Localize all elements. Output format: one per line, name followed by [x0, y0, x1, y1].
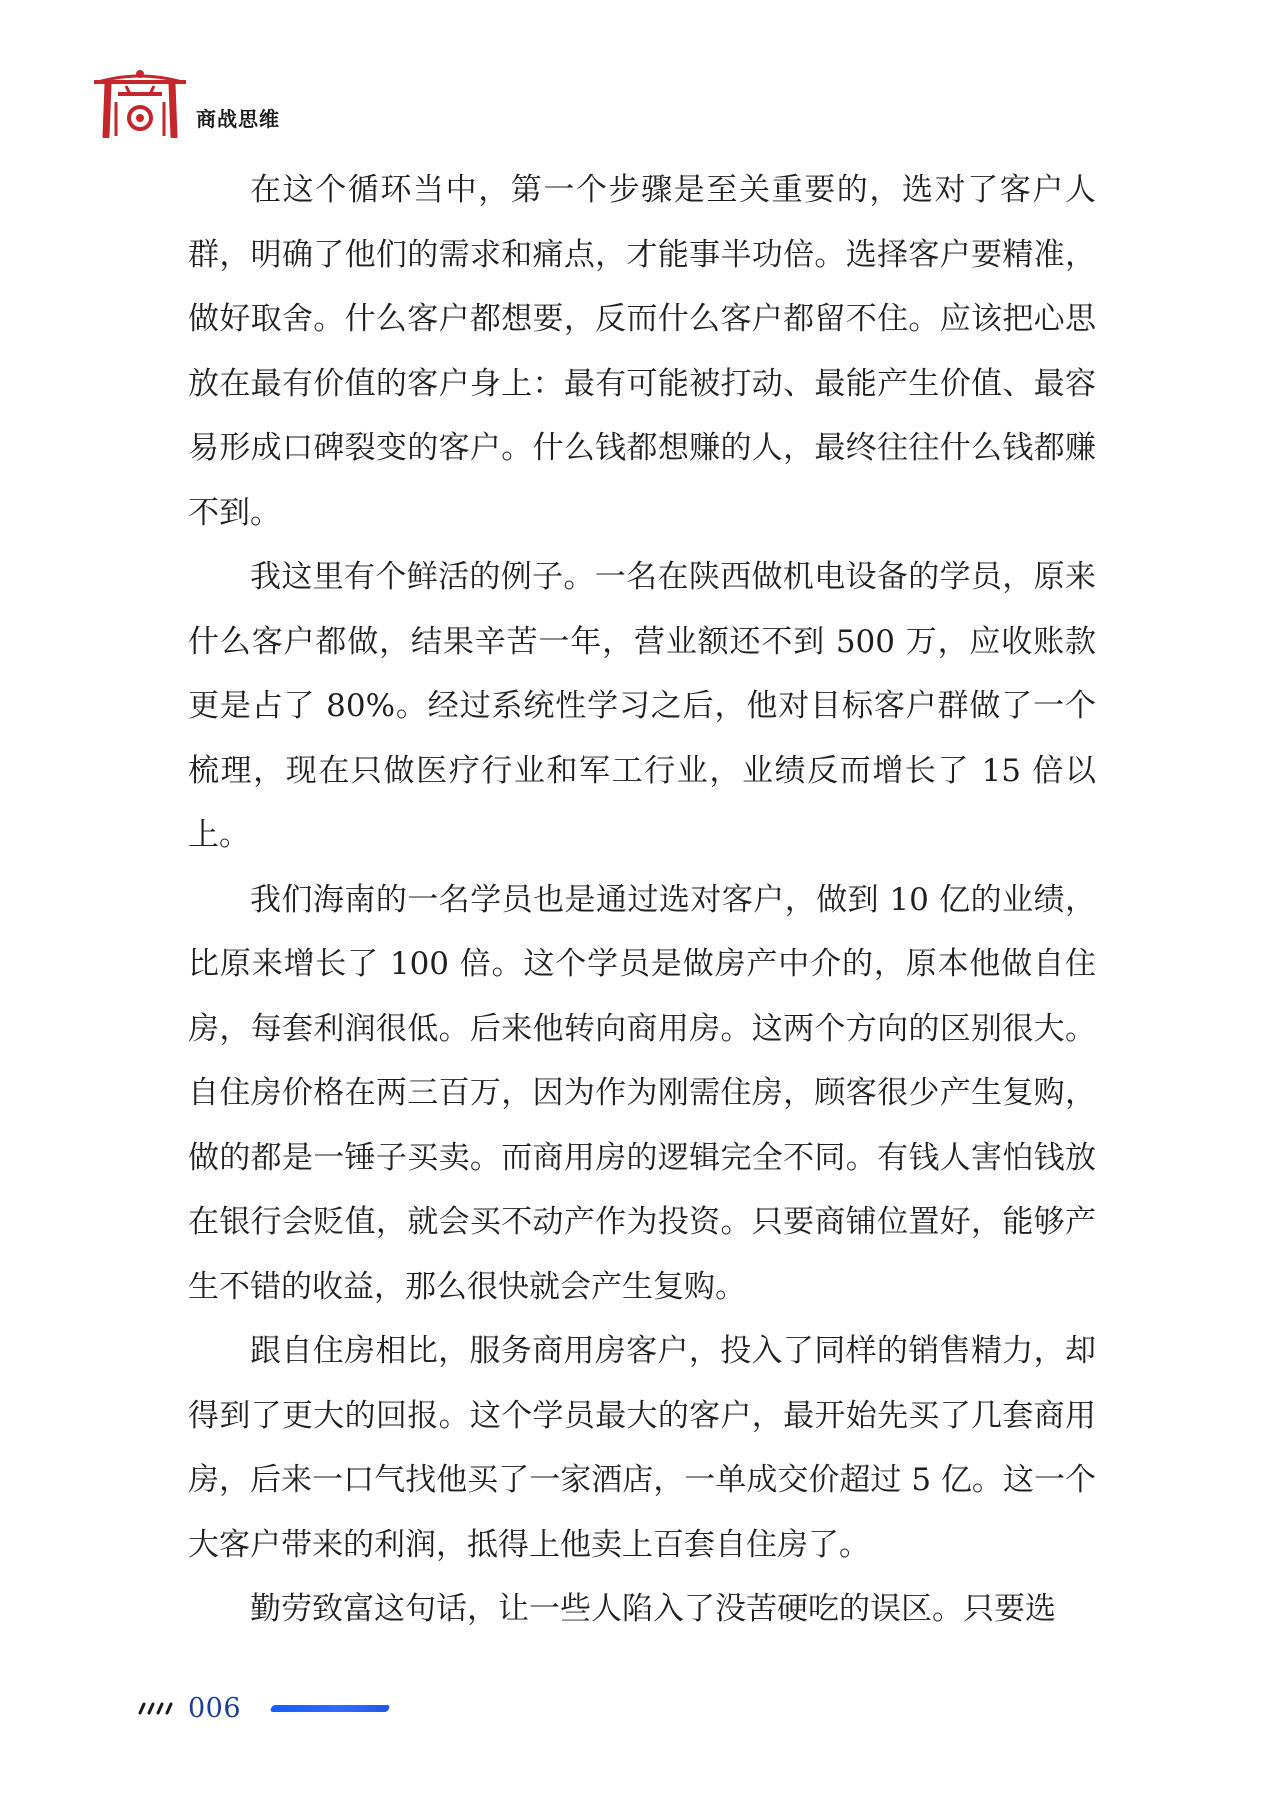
- paragraph: 勤劳致富这句话，让一些人陷入了没苦硬吃的误区。只要选: [250, 1591, 1056, 1627]
- shang-logo-icon: [92, 66, 188, 138]
- page-number: 006: [188, 1692, 242, 1724]
- paragraph: 我这里有个鲜活的例子。一名在陕西做机电设备的学员，原来什么客户都做，结果辛苦一年，营业额还不到 500 万，应收账款更是占了 80%。经过系统性学习之后，他对目标客户群做了一个梳理，现在只做医疗行业和军工行业，业绩反而增长了 15 倍以上。: [188, 559, 1096, 853]
- paragraph: 我们海南的一名学员也是通过选对客户，做到 10 亿的业绩，比原来增长了 100 倍。这个学员是做房产中介的，原本他做自住房，每套利润很低。后来他转向商用房。这两个方向的区别很大。自住房价格在两三百万，因为作为刚需住房，顾客很少产生复购，做的都是一锤子买卖。而商用房的逻辑完全不同。有钱人害怕钱放在银行会贬值，就会买不动产作为投资。只要商铺位置好，能够产生不错的收益，那么很快就会产生复购。: [188, 881, 1096, 1305]
- book-title: 商战思维: [196, 107, 280, 131]
- page-header: [92, 66, 280, 138]
- footer-ornament-icon: [136, 1701, 180, 1715]
- footer-accent-bar: [270, 1705, 391, 1712]
- page-body: [188, 158, 1096, 1638]
- paragraph: 在这个循环当中，第一个步骤是至关重要的，选对了客户人群，明确了他们的需求和痛点，才能事半功倍。选择客户要精准，做好取舍。什么客户都想要，反而什么客户都留不住。应该把心思放在最有价值的客户身上：最有可能被打动、最能产生价值、最容易形成口碑裂变的客户。什么钱都想赚的人，最终往往什么钱都赚不到。: [188, 172, 1096, 531]
- paragraph: 跟自住房相比，服务商用房客户，投入了同样的销售精力，却得到了更大的回报。这个学员最大的客户，最开始先买了几套商用房，后来一口气找他买了一家酒店，一单成交价超过 5 亿。这一个大客户带来的利润，抵得上他卖上百套自住房了。: [188, 1333, 1096, 1563]
- page-footer: [136, 1690, 389, 1726]
